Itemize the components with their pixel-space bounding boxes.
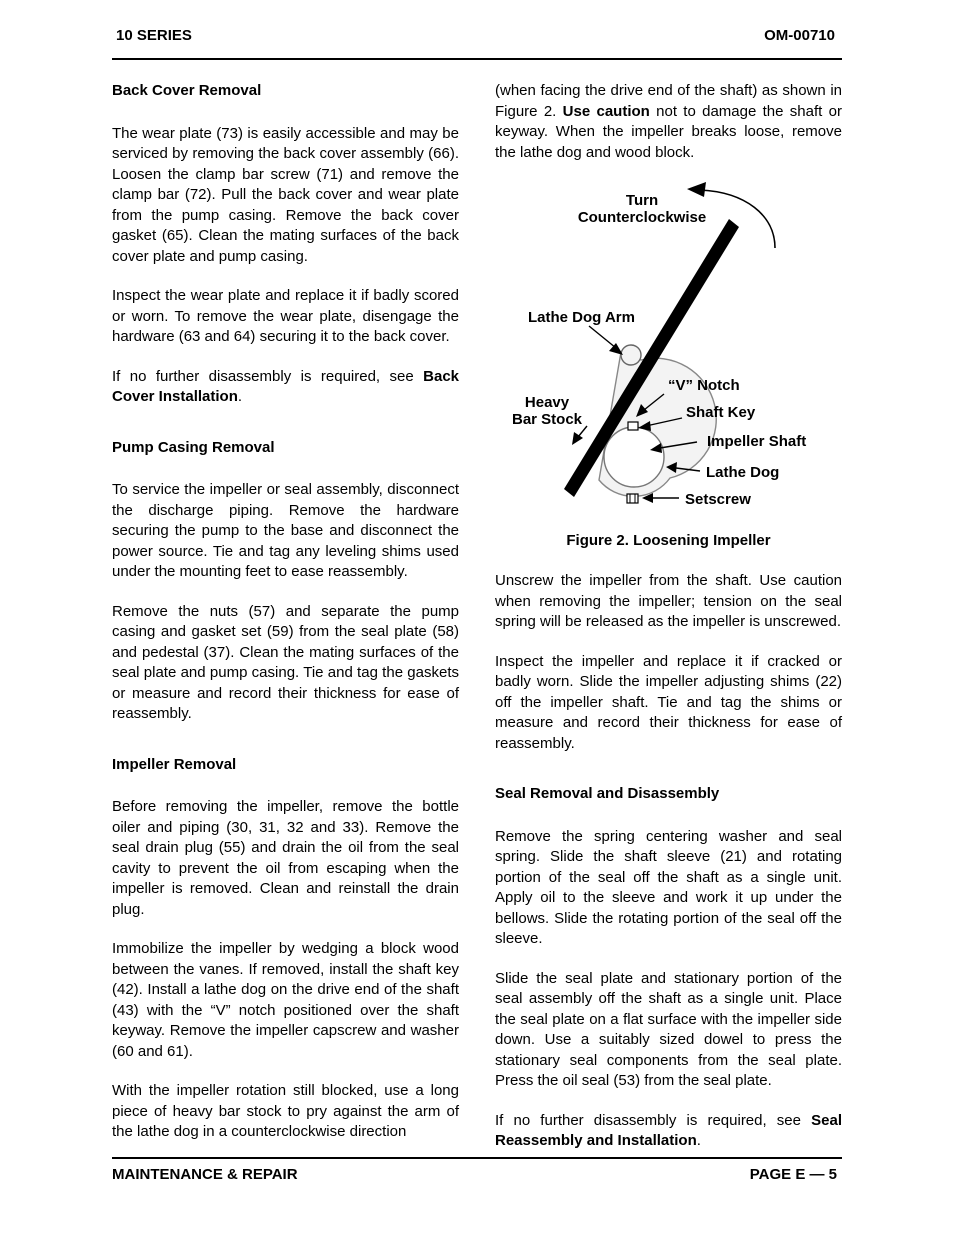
- rotation-arrow: [700, 190, 775, 248]
- header-series: 10 SERIES: [116, 27, 192, 44]
- text: not to damage the shaft or keyway. When the impeller breaks loose, remove the lathe dog and wood block.: [495, 102, 842, 161]
- figure-caption: Figure 2. Loosening Impeller: [566, 532, 771, 549]
- label-lathe-dog-arm: Lathe Dog Arm: [528, 309, 635, 326]
- cross-reference: Back Cover Installation: [112, 367, 459, 405]
- label-impeller-shaft: Impeller Shaft: [707, 433, 807, 450]
- text: If no further disassembly is required, see: [112, 367, 424, 385]
- label-shaft-key: Shaft Key: [686, 404, 756, 421]
- text: .: [696, 1132, 701, 1149]
- paragraph: Slide the seal plate and stationary portion of the seal assembly off the shaft as a single unit. Place the seal plate on a flat surface with the impeller side down. Use a suitably sized dowel to press the stationary seal components from the seal plate. Press the oil seal (53) from the seal plate.: [495, 969, 842, 1089]
- caution-text: Use caution: [562, 102, 650, 120]
- heading-seal-removal: Seal Removal and Disassembly: [495, 785, 720, 802]
- paragraph: Unscrew the impeller from the shaft. Use caution when removing the impeller; tension on the seal spring will be released as the impeller is unscrewed.: [495, 572, 842, 630]
- label-setscrew: Setscrew: [685, 491, 751, 508]
- heading-impeller-removal: Impeller Removal: [112, 755, 237, 773]
- right-column-top: [495, 81, 842, 163]
- header-doc-number: OM-00710: [764, 27, 835, 44]
- text: .: [237, 388, 243, 405]
- right-column-bottom: [495, 571, 842, 1152]
- cross-reference: Seal Reassembly and Installation: [495, 1111, 842, 1149]
- paragraph: [495, 81, 842, 163]
- paragraph: Remove the nuts (57) and separate the pump casing and gasket set (59) from the seal plate (58) and pedestal (37). Clean the mating surfaces of the seal plate and pump casing. Tie and tag the gaskets or measure and record their thickness for ease of reassembly.: [112, 602, 459, 722]
- header-rule: [112, 58, 842, 60]
- paragraph: Inspect the wear plate and replace it if badly scored or worn. To remove the wear plate, disengage the hardware (63 and 64) securing it to the back cover.: [112, 287, 459, 345]
- paragraph: To service the impeller or seal assembly, disconnect the discharge piping. Remove the hardware securing the pump to the base and disconnect the power source. Tie and tag any leveling shims used under the mounting feet to ease reassembly.: [112, 481, 459, 580]
- impeller-shaft: [604, 427, 664, 487]
- paragraph: Before removing the impeller, remove the bottle oiler and piping (30, 31, 32 and 33). Remove the seal drain plug (55) and drain the oil from the seal cavity to prevent the oil from escaping when the impeller is removed. Clean and reinstall the drain plug.: [112, 798, 459, 918]
- footer-rule: [112, 1157, 842, 1159]
- paragraph: [495, 1111, 842, 1152]
- text: (when facing the drive end of the shaft) as shown in Figure 2.: [495, 82, 842, 120]
- heading-pump-casing-removal: Pump Casing Removal: [112, 438, 275, 456]
- setscrew: [627, 494, 638, 503]
- paragraph: Inspect the impeller and replace it if cracked or badly worn. Slide the impeller adjusting shims (22) off the impeller shaft. Tie and tag the shims or measure and record their thickness for ease of reassembly.: [495, 652, 842, 752]
- arrowhead-icon: [687, 182, 706, 197]
- footer-page-number: PAGE E — 5: [749, 1166, 837, 1183]
- label-heavy: Heavy: [524, 394, 570, 411]
- paragraph: Immobilize the impeller by wedging a block wood between the vanes. If removed, install the shaft key (42). Install a lathe dog on the drive end of the shaft (43) with the “V” notch positioned over the shaft keyway. Remove the impeller capscrew and washer (60 and 61).: [112, 940, 459, 1060]
- paragraph: Remove the spring centering washer and seal spring. Slide the shaft sleeve (21) and rotating portion of the seal off the shaft as a single unit. Apply oil to the sleeve and work it up under the bellows. Slide the rotating portion of the seal off the sleeve.: [495, 827, 842, 947]
- label-bar-stock: Bar Stock: [511, 411, 583, 428]
- left-column: [112, 81, 459, 1143]
- paragraph: The wear plate (73) is easily accessible and may be serviced by removing the back cover assembly (66). Loosen the clamp bar screw (71) and remove the clamp bar (72). Pull the back cover and wear plate from the pump casing. Remove the back cover gasket (65). Clean the mating surfaces of the back cover plate and pump casing.: [112, 124, 459, 265]
- paragraph: With the impeller rotation still blocked, use a long piece of heavy bar stock to pry against the arm of the lathe dog in a counterclockwise direction: [112, 1082, 459, 1140]
- lathe-dog-arm: [621, 345, 641, 365]
- label-v-notch: “V” Notch: [668, 377, 740, 394]
- shaft-key: [628, 422, 638, 430]
- paragraph: [112, 367, 459, 408]
- footer-section: MAINTENANCE & REPAIR: [112, 1166, 298, 1183]
- text: If no further disassembly is required, see: [495, 1111, 812, 1129]
- heading-back-cover-removal: Back Cover Removal: [112, 82, 262, 99]
- figure-loosening-impeller: [495, 180, 842, 520]
- label-counterclockwise: Counterclockwise: [577, 209, 707, 226]
- label-lathe-dog: Lathe Dog: [706, 464, 780, 481]
- label-turn: Turn: [625, 192, 659, 209]
